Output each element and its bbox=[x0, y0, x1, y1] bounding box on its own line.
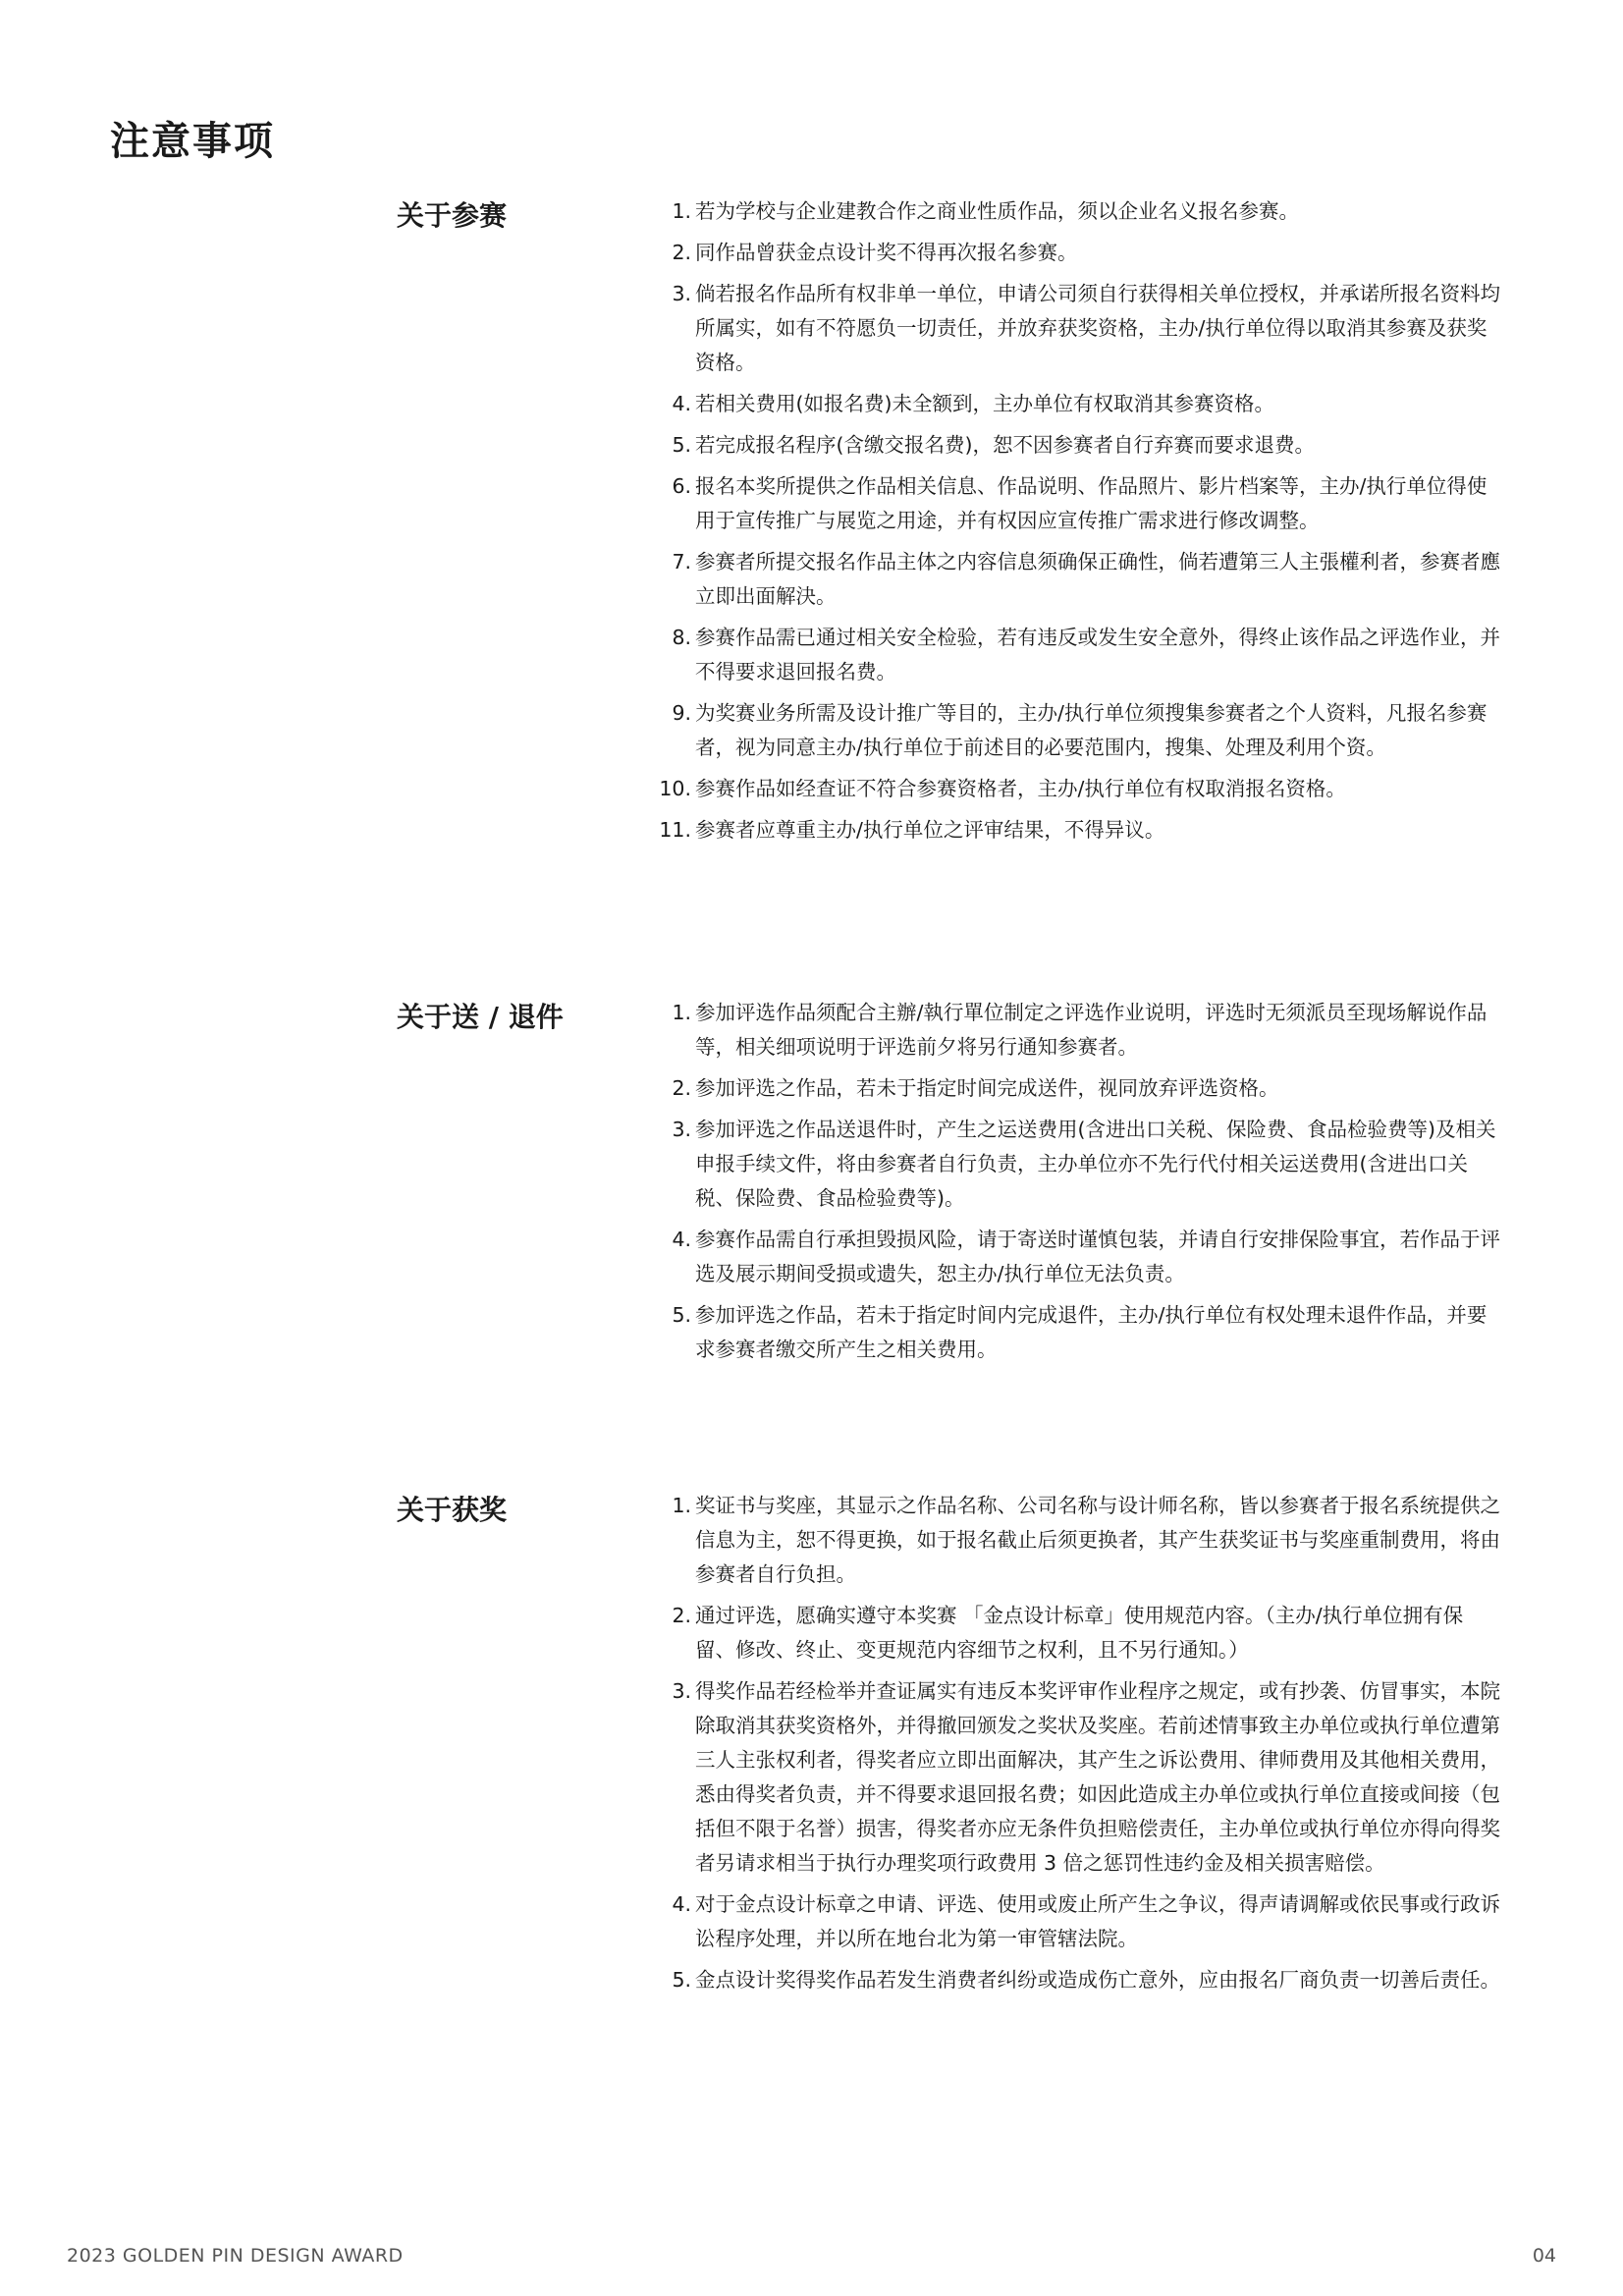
list-item bbox=[656, 236, 1500, 270]
list-item bbox=[656, 1887, 1500, 1956]
item-text: 为奖赛业务所需及设计推广等目的，主办/执行单位须搜集参赛者之个人资料，凡报名参赛者，视为同意主办/执行单位于前述目的必要范围内，搜集、处理及利用个资。 bbox=[695, 701, 1488, 759]
item-text: 倘若报名作品所有权非单一单位，申请公司须自行获得相关单位授权，并承诺所报名资料均所属实，如有不符愿负一切责任，并放弃获奖资格，主办/执行单位得以取消其参赛及获奖资格。 bbox=[695, 282, 1500, 374]
item-text: 通过评选，愿确实遵守本奖赛 「金点设计标章」使用规范内容。（主办/执行单位拥有保留、修改、终止、变更规范内容细节之权利，且不另行通知。） bbox=[695, 1604, 1464, 1662]
list-item bbox=[656, 194, 1500, 229]
item-number: 3. bbox=[672, 282, 691, 305]
item-number: 4. bbox=[672, 392, 691, 415]
item-text: 参加评选之作品，若未于指定时间完成送件，视同放弃评选资格。 bbox=[695, 1076, 1279, 1100]
list-item bbox=[656, 277, 1500, 380]
item-number: 5. bbox=[672, 1303, 691, 1327]
item-number: 2. bbox=[672, 241, 691, 264]
item-number: 7. bbox=[672, 550, 691, 574]
page-title: 注意事项 bbox=[110, 119, 275, 164]
rules-list bbox=[656, 194, 1500, 854]
item-text: 参赛者所提交报名作品主体之内容信息须确保正确性，倘若遭第三人主張權利者，参赛者應立即出面解決。 bbox=[695, 550, 1500, 608]
list-item bbox=[656, 996, 1500, 1065]
list-item bbox=[656, 387, 1500, 421]
item-number: 1. bbox=[672, 199, 691, 223]
item-text: 若完成报名程序(含缴交报名费)，恕不因参赛者自行弃赛而要求退费。 bbox=[695, 433, 1315, 457]
list-item bbox=[656, 545, 1500, 614]
item-number: 8. bbox=[672, 626, 691, 649]
item-text: 奖证书与奖座，其显示之作品名称、公司名称与设计师名称，皆以参赛者于报名系统提供之信息为主，恕不得更换，如于报名截止后须更换者，其产生获奖证书与奖座重制费用，将由参赛者自行负担。 bbox=[695, 1494, 1500, 1586]
item-number: 6. bbox=[672, 474, 691, 498]
item-number: 2. bbox=[672, 1604, 691, 1627]
rules-list bbox=[656, 996, 1500, 1374]
list-item bbox=[656, 772, 1500, 806]
list-item bbox=[656, 1113, 1500, 1216]
section-heading: 关于获奖 bbox=[397, 1494, 508, 1526]
list-item bbox=[656, 696, 1500, 765]
rules-list bbox=[656, 1489, 1500, 2004]
list-item bbox=[656, 621, 1500, 689]
item-number: 3. bbox=[672, 1679, 691, 1703]
item-text: 得奖作品若经检举并查证属实有违反本奖评审作业程序之规定，或有抄袭、仿冒事实，本院除取消其获奖资格外，并得撤回颁发之奖状及奖座。若前述情事致主办单位或执行单位遭第三人主张权利者，得奖者应立即出面解决，其产生之诉讼费用、律师费用及其他相关费用，悉由得奖者负责，并不得要求退回报名费；如因此造成主办单位或执行单位直接或间接（包括但不限于名誉）损害，得奖者亦应无条件负担赔偿责任，主办单位或执行单位亦得向得奖者另请求相当于执行办理奖项行政费用 3 倍之惩罚性违约金及相关损害赔偿。 bbox=[695, 1679, 1500, 1875]
list-item bbox=[656, 1674, 1500, 1881]
item-text: 报名本奖所提供之作品相关信息、作品说明、作品照片、影片档案等，主办/执行单位得使用于宣传推广与展览之用途，并有权因应宣传推广需求进行修改调整。 bbox=[695, 474, 1488, 532]
list-item bbox=[656, 428, 1500, 463]
item-text: 参加评选之作品，若未于指定时间内完成退件，主办/执行单位有权处理未退件作品，并要求参赛者缴交所产生之相关费用。 bbox=[695, 1303, 1488, 1361]
item-number: 5. bbox=[672, 1968, 691, 1992]
item-number: 4. bbox=[672, 1228, 691, 1251]
item-text: 参加评选之作品送退件时，产生之运送费用(含进出口关税、保险费、食品检验费等)及相关申报手续文件，将由参赛者自行负责，主办单位亦不先行代付相关运送费用(含进出口关税、保险费、食品检验费等)。 bbox=[695, 1118, 1496, 1210]
footer-award-name: 2023 GOLDEN PIN DESIGN AWARD bbox=[67, 2245, 404, 2267]
item-text: 参加评选作品须配合主辦/執行單位制定之评选作业说明，评选时无须派员至现场解说作品等，相关细项说明于评选前夕将另行通知参赛者。 bbox=[695, 1001, 1488, 1059]
list-item bbox=[656, 1489, 1500, 1592]
section-heading: 关于送 / 退件 bbox=[397, 1001, 564, 1033]
item-text: 若相关费用(如报名费)未全额到，主办单位有权取消其参赛资格。 bbox=[695, 392, 1274, 415]
item-text: 参赛作品需自行承担毁损风险，请于寄送时谨慎包装，并请自行安排保险事宜，若作品于评选及展示期间受损或遗失，恕主办/执行单位无法负责。 bbox=[695, 1228, 1500, 1285]
item-text: 参赛作品如经查证不符合参赛资格者，主办/执行单位有权取消报名资格。 bbox=[695, 777, 1346, 800]
item-text: 对于金点设计标章之申请、评选、使用或废止所产生之争议，得声请调解或依民事或行政诉讼程序处理，并以所在地台北为第一审管辖法院。 bbox=[695, 1892, 1500, 1950]
list-item bbox=[656, 1298, 1500, 1367]
item-number: 10. bbox=[659, 777, 691, 800]
item-text: 金点设计奖得奖作品若发生消费者纠纷或造成伤亡意外，应由报名厂商负责一切善后责任。 bbox=[695, 1968, 1500, 1992]
item-number: 5. bbox=[672, 433, 691, 457]
item-number: 1. bbox=[672, 1001, 691, 1024]
item-text: 参赛者应尊重主办/执行单位之评审结果，不得异议。 bbox=[695, 818, 1165, 842]
item-number: 3. bbox=[672, 1118, 691, 1141]
list-item bbox=[656, 1963, 1500, 1997]
list-item bbox=[656, 469, 1500, 538]
item-number: 11. bbox=[659, 818, 691, 842]
list-item bbox=[656, 1599, 1500, 1667]
item-text: 同作品曾获金点设计奖不得再次报名参赛。 bbox=[695, 241, 1078, 264]
item-number: 1. bbox=[672, 1494, 691, 1517]
section-heading: 关于参赛 bbox=[397, 199, 508, 232]
item-text: 参赛作品需已通过相关安全检验，若有违反或发生安全意外，得终止该作品之评选作业，并不得要求退回报名费。 bbox=[695, 626, 1500, 683]
list-item bbox=[656, 1223, 1500, 1291]
item-number: 2. bbox=[672, 1076, 691, 1100]
item-text: 若为学校与企业建教合作之商业性质作品，须以企业名义报名参赛。 bbox=[695, 199, 1299, 223]
list-item bbox=[656, 813, 1500, 847]
item-number: 4. bbox=[672, 1892, 691, 1916]
list-item bbox=[656, 1071, 1500, 1106]
item-number: 9. bbox=[672, 701, 691, 725]
page-number: 04 bbox=[1532, 2245, 1556, 2267]
